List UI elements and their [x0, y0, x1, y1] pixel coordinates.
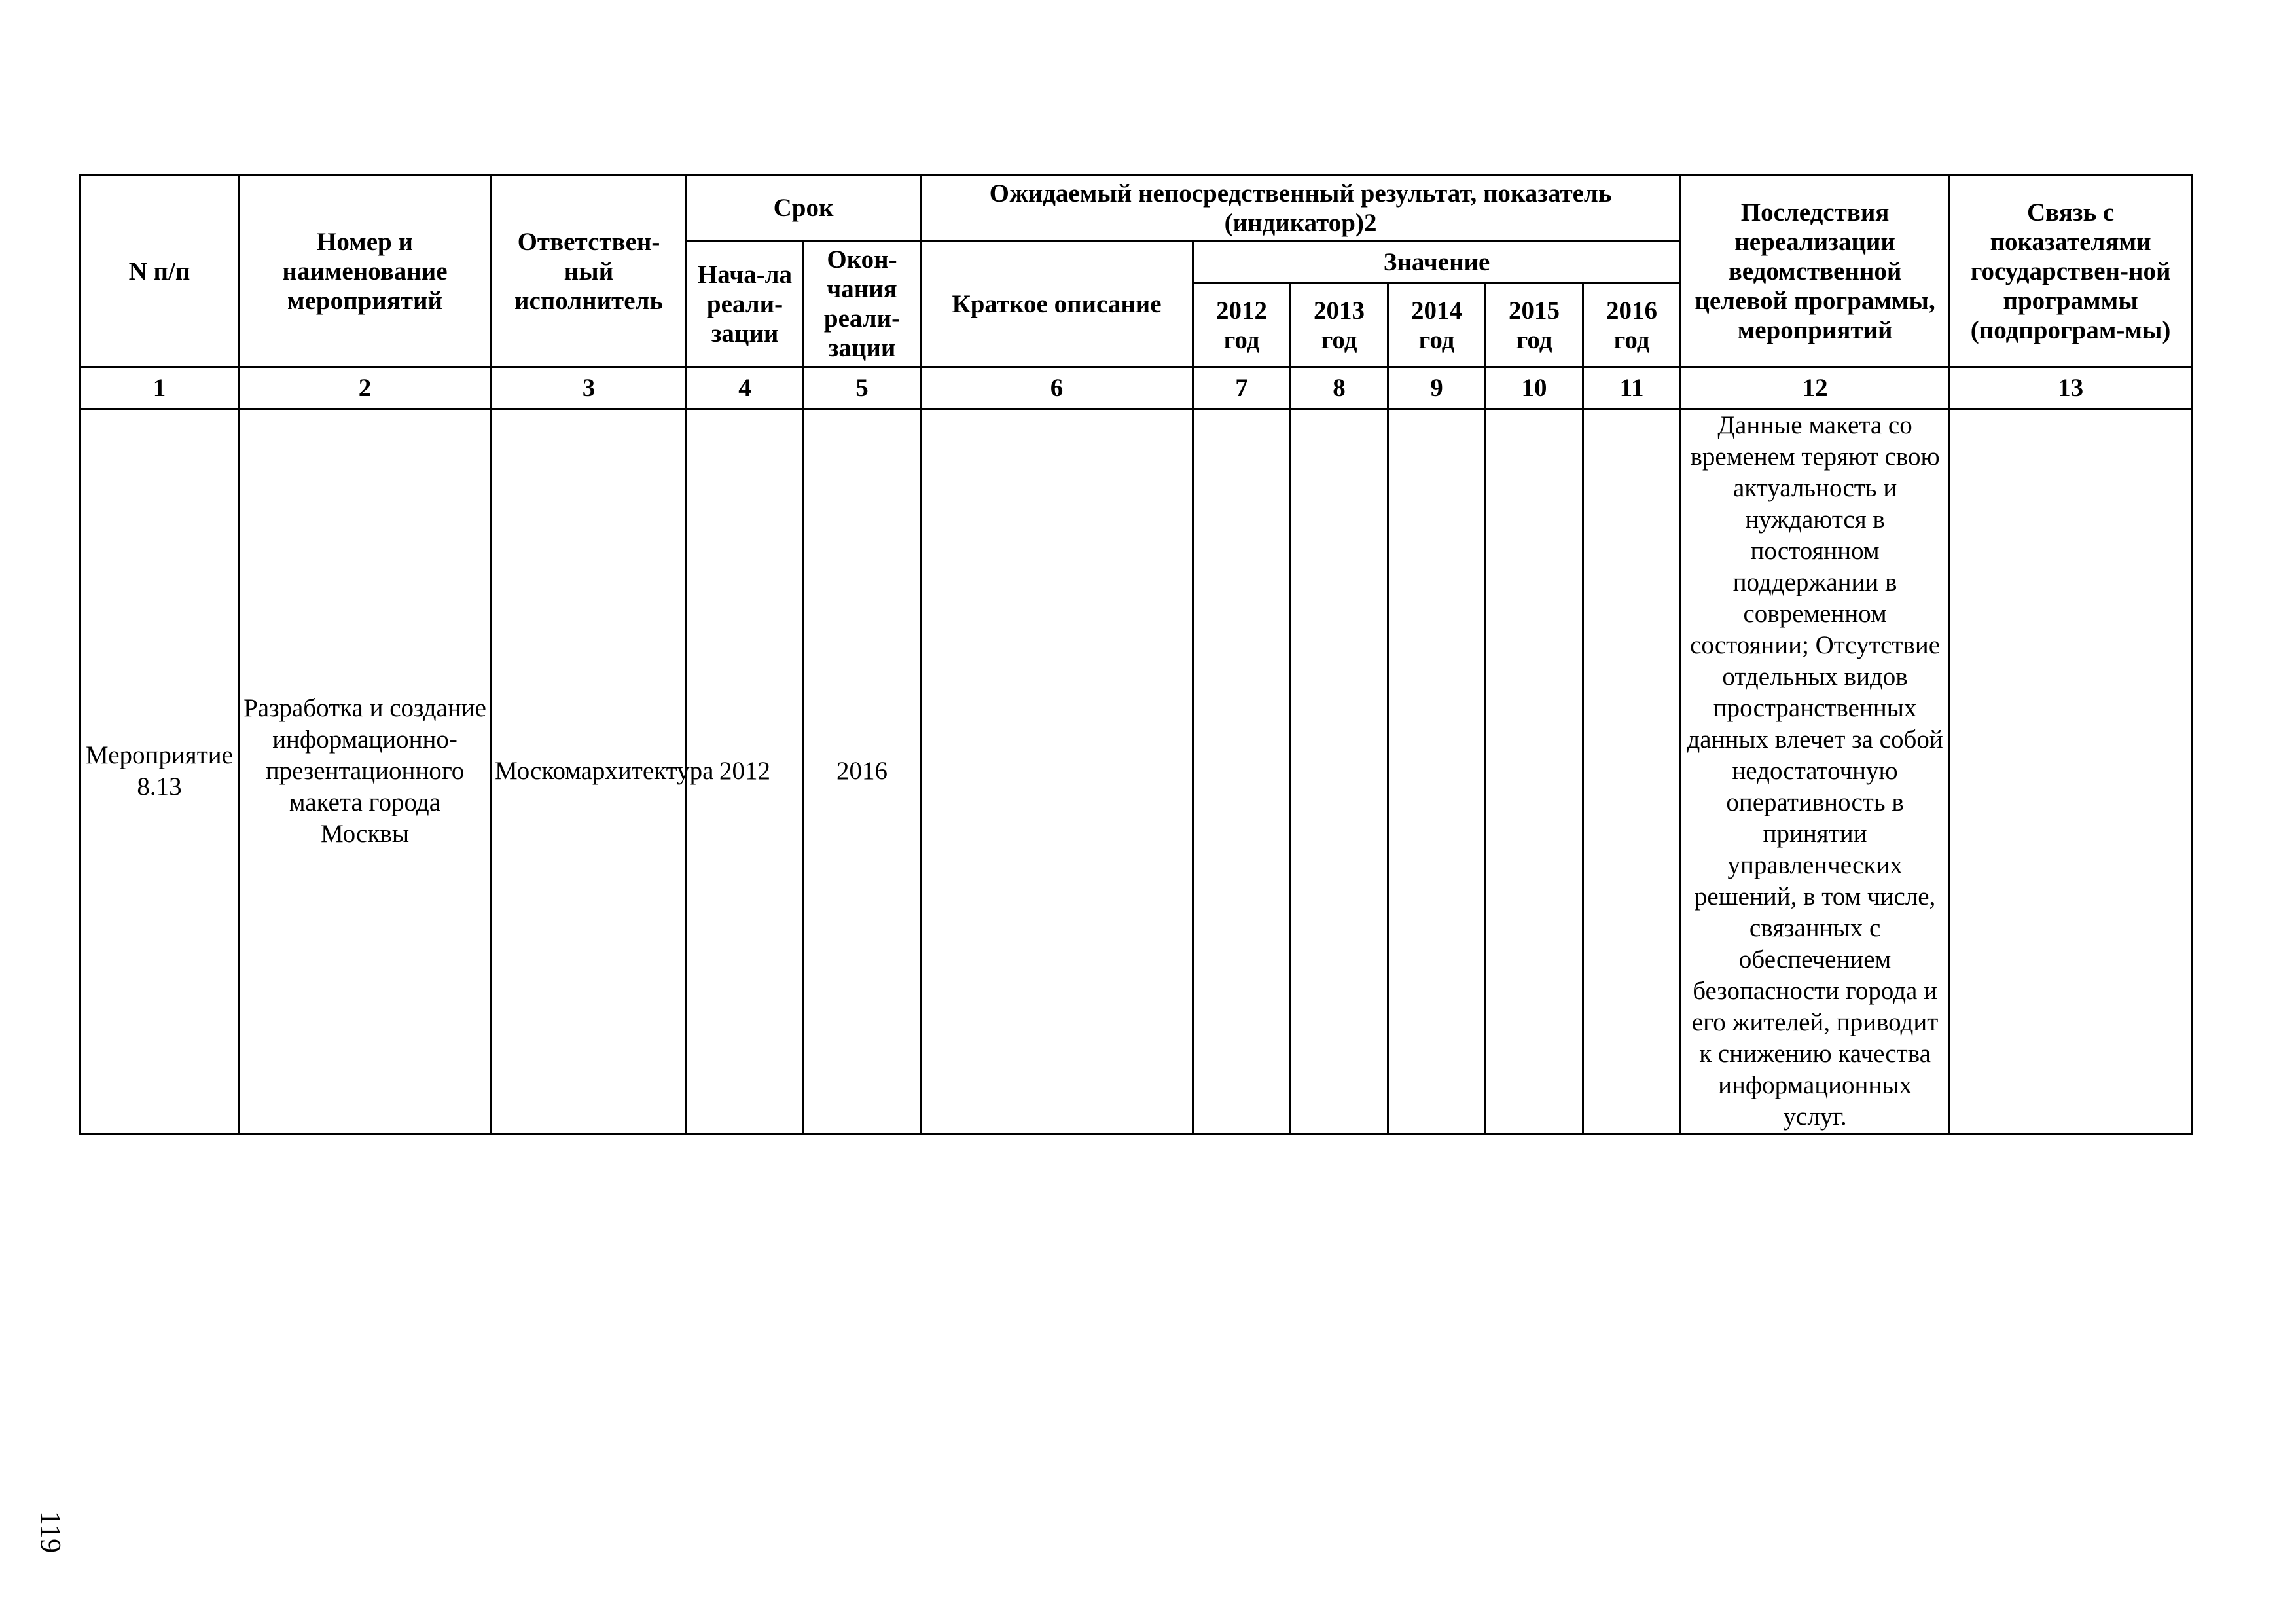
- column-number-row: [81, 367, 2192, 409]
- header-year-2015: 2015 год: [1486, 283, 1583, 367]
- column-number: 2: [239, 367, 492, 409]
- column-number: 12: [1681, 367, 1950, 409]
- header-value: Значение: [1193, 241, 1681, 283]
- row-consequences: Данные макета со временем теряют свою актуальность и нуждаются в постоянном поддержании в современном состоянии; Отсутствие отдельных видов пространственных данных влечет за собой недостаточную оперативность в принятии управленческих решений, в том числе, связанных с обеспечением безопасности города и его жителей, приводит к снижению качества информационных услуг.: [1681, 409, 1950, 1134]
- column-number: 11: [1583, 367, 1681, 409]
- header-year-2014: 2014 год: [1388, 283, 1486, 367]
- row-year-2016: [1583, 409, 1681, 1134]
- column-number: 5: [804, 367, 921, 409]
- row-responsible: Москомархитектура: [492, 409, 687, 1134]
- row-short-description: [921, 409, 1193, 1134]
- header-expected-result: Ожидаемый непосредственный результат, показатель (индикатор)2: [921, 175, 1681, 241]
- row-end: 2016: [804, 409, 921, 1134]
- column-number: 9: [1388, 367, 1486, 409]
- header-start: Нача-ла реали-зации: [687, 241, 804, 367]
- header-responsible: Ответствен-ный исполнитель: [492, 175, 687, 367]
- header-link: Связь с показателями государствен-ной программы (подпрограм-мы): [1950, 175, 2192, 367]
- header-name: Номер и наименование мероприятий: [239, 175, 492, 367]
- column-number: 3: [492, 367, 687, 409]
- row-num: Мероприятие 8.13: [81, 409, 239, 1134]
- table-row: [81, 409, 2192, 1134]
- row-start: 2012: [687, 409, 804, 1134]
- program-table: [79, 174, 2193, 1135]
- row-link: [1950, 409, 2192, 1134]
- header-year-2012: 2012 год: [1193, 283, 1291, 367]
- column-number: 7: [1193, 367, 1291, 409]
- column-number: 10: [1486, 367, 1583, 409]
- header-consequences: Последствия нереализации ведомственной целевой программы, мероприятий: [1681, 175, 1950, 367]
- row-year-2013: [1291, 409, 1388, 1134]
- header-year-2013: 2013 год: [1291, 283, 1388, 367]
- row-year-2015: [1486, 409, 1583, 1134]
- column-number: 4: [687, 367, 804, 409]
- column-number: 13: [1950, 367, 2192, 409]
- row-year-2012: [1193, 409, 1291, 1134]
- header-num: N п/п: [81, 175, 239, 367]
- column-number: 1: [81, 367, 239, 409]
- header-short-description: Краткое описание: [921, 241, 1193, 367]
- column-number: 8: [1291, 367, 1388, 409]
- header-term: Срок: [687, 175, 921, 241]
- header-year-2016: 2016 год: [1583, 283, 1681, 367]
- row-name: Разработка и создание информационно-презентационного макета города Москвы: [239, 409, 492, 1134]
- row-year-2014: [1388, 409, 1486, 1134]
- page-number: 119: [35, 1510, 67, 1554]
- header-end: Окон-чания реали-зации: [804, 241, 921, 367]
- column-number: 6: [921, 367, 1193, 409]
